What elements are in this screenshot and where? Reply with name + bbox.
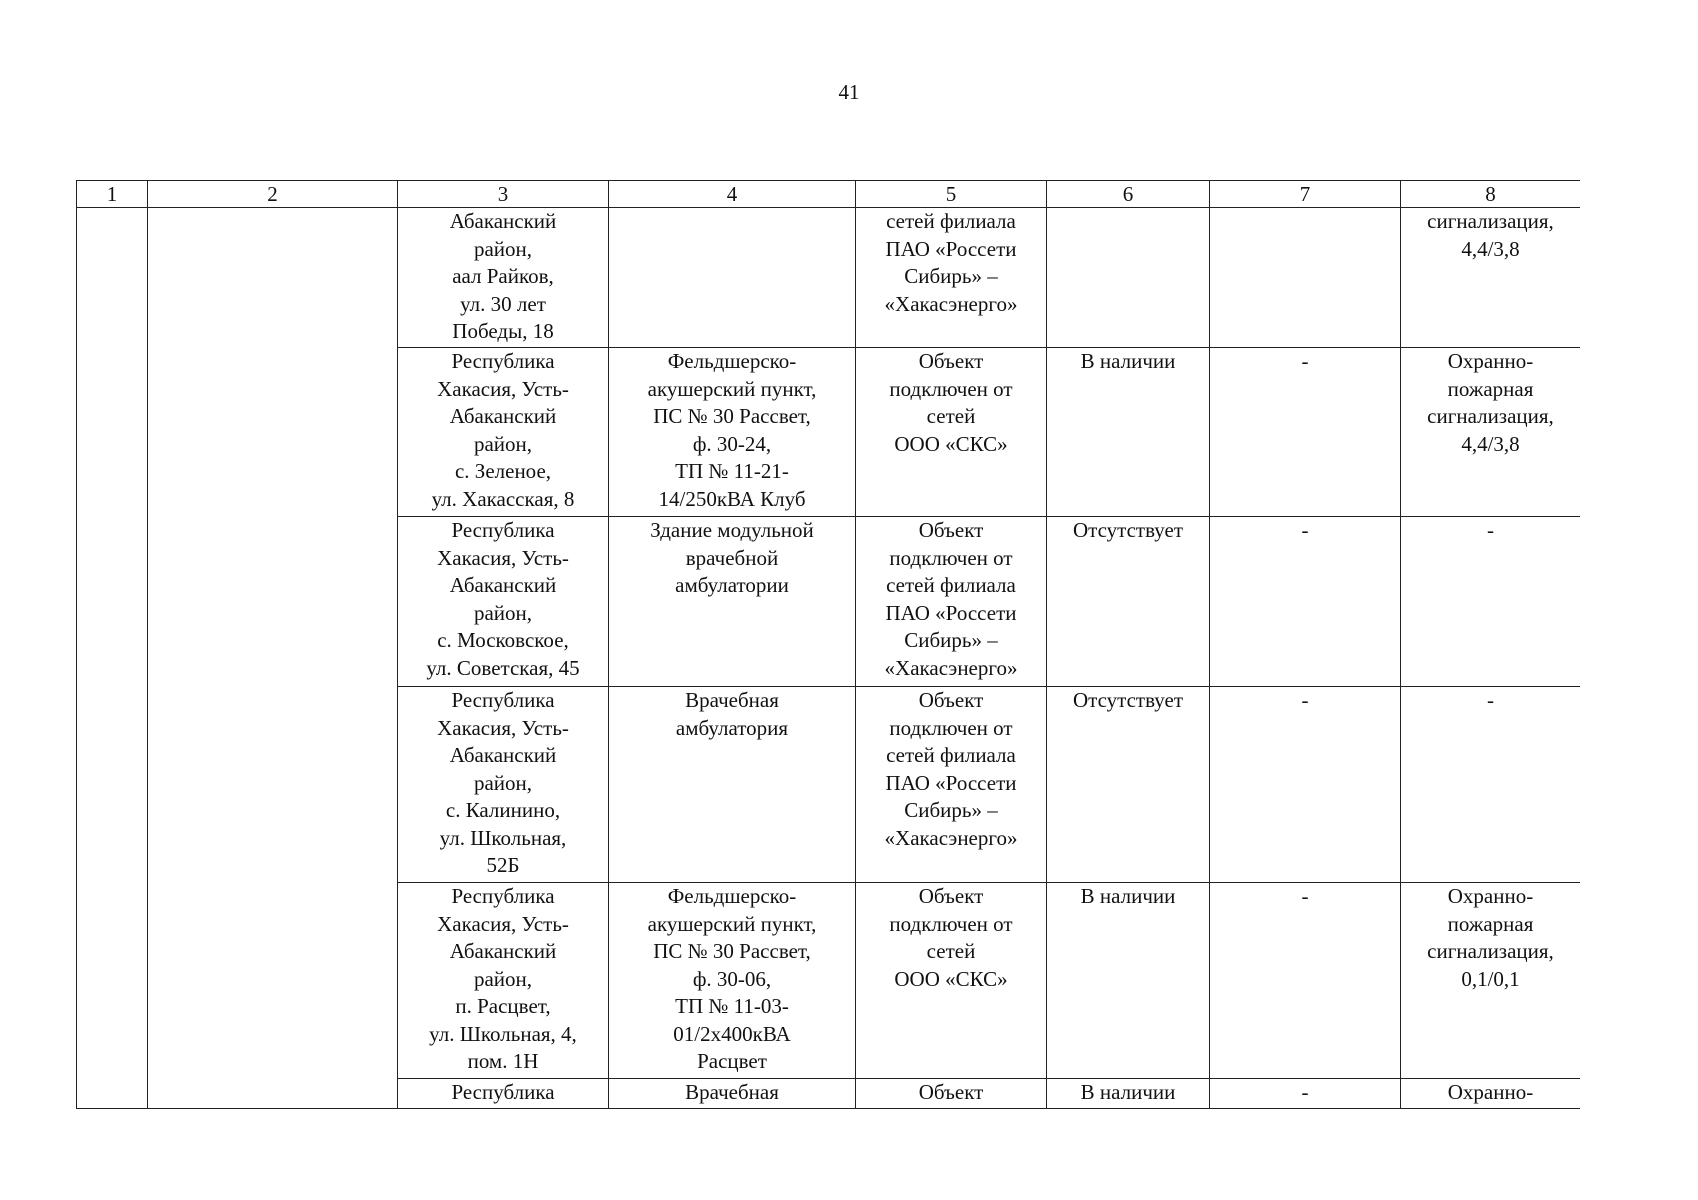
col6-cell: В наличии bbox=[1047, 348, 1210, 517]
col6-cell: Отсутствует bbox=[1047, 687, 1210, 883]
connection-cell: Объект bbox=[856, 1079, 1047, 1109]
col7-cell: - bbox=[1210, 348, 1401, 517]
address-cell: Республика Хакасия, Усть- Абаканский район, с. Калинино, ул. Школьная, 52Б bbox=[398, 687, 609, 883]
col7-cell bbox=[1210, 208, 1401, 348]
col6-cell: Отсутствует bbox=[1047, 517, 1210, 687]
object-cell bbox=[609, 208, 856, 348]
header-cell: 5 bbox=[856, 181, 1047, 208]
header-cell: 6 bbox=[1047, 181, 1210, 208]
page-number: 41 bbox=[838, 80, 860, 104]
header-cell: 2 bbox=[148, 181, 398, 208]
header-cell: 7 bbox=[1210, 181, 1401, 208]
col7-cell: - bbox=[1210, 1079, 1401, 1109]
address-cell: Республика Хакасия, Усть- Абаканский район, с. Московское, ул. Советская, 45 bbox=[398, 517, 609, 687]
object-cell: Врачебная амбулатория bbox=[609, 687, 856, 883]
address-cell: Республика Хакасия, Усть- Абаканский район, с. Зеленое, ул. Хакасская, 8 bbox=[398, 348, 609, 517]
col6-cell: В наличии bbox=[1047, 883, 1210, 1079]
data-table bbox=[76, 180, 1580, 1109]
col8-cell: - bbox=[1401, 687, 1581, 883]
col6-cell: В наличии bbox=[1047, 1079, 1210, 1109]
header-row bbox=[77, 181, 1581, 208]
connection-cell: Объект подключен от сетей ООО «СКС» bbox=[856, 883, 1047, 1079]
object-cell: Фельдшерско- акушерский пункт, ПС № 30 Рассвет, ф. 30-24, ТП № 11-21- 14/250кВА Клуб bbox=[609, 348, 856, 517]
address-cell: Республика Хакасия, Усть- Абаканский район, п. Расцвет, ул. Школьная, 4, пом. 1Н bbox=[398, 883, 609, 1079]
col8-cell: сигнализация, 4,4/3,8 bbox=[1401, 208, 1581, 348]
connection-cell: Объект подключен от сетей ООО «СКС» bbox=[856, 348, 1047, 517]
col8-cell: Охранно- bbox=[1401, 1079, 1581, 1109]
connection-cell: Объект подключен от сетей филиала ПАО «Россети Сибирь» – «Хакасэнерго» bbox=[856, 687, 1047, 883]
col7-cell: - bbox=[1210, 517, 1401, 687]
object-cell: Здание модульной врачебной амбулатории bbox=[609, 517, 856, 687]
object-cell: Врачебная bbox=[609, 1079, 856, 1109]
connection-cell: Объект подключен от сетей филиала ПАО «Россети Сибирь» – «Хакасэнерго» bbox=[856, 517, 1047, 687]
col7-cell: - bbox=[1210, 687, 1401, 883]
col1-cell bbox=[77, 208, 148, 1109]
col6-cell bbox=[1047, 208, 1210, 348]
table-container bbox=[76, 180, 1580, 1109]
table-row bbox=[77, 208, 1581, 348]
col2-cell bbox=[148, 208, 398, 1109]
object-cell: Фельдшерско- акушерский пункт, ПС № 30 Рассвет, ф. 30-06, ТП № 11-03- 01/2х400кВА Расцвет bbox=[609, 883, 856, 1079]
col8-cell: Охранно- пожарная сигнализация, 4,4/3,8 bbox=[1401, 348, 1581, 517]
header-cell: 8 bbox=[1401, 181, 1581, 208]
header-cell: 4 bbox=[609, 181, 856, 208]
col7-cell: - bbox=[1210, 883, 1401, 1079]
address-cell: Абаканский район, аал Райков, ул. 30 лет Победы, 18 bbox=[398, 208, 609, 348]
connection-cell: сетей филиала ПАО «Россети Сибирь» – «Хакасэнерго» bbox=[856, 208, 1047, 348]
col8-cell: Охранно- пожарная сигнализация, 0,1/0,1 bbox=[1401, 883, 1581, 1079]
header-cell: 3 bbox=[398, 181, 609, 208]
col8-cell: - bbox=[1401, 517, 1581, 687]
header-cell: 1 bbox=[77, 181, 148, 208]
address-cell: Республика bbox=[398, 1079, 609, 1109]
